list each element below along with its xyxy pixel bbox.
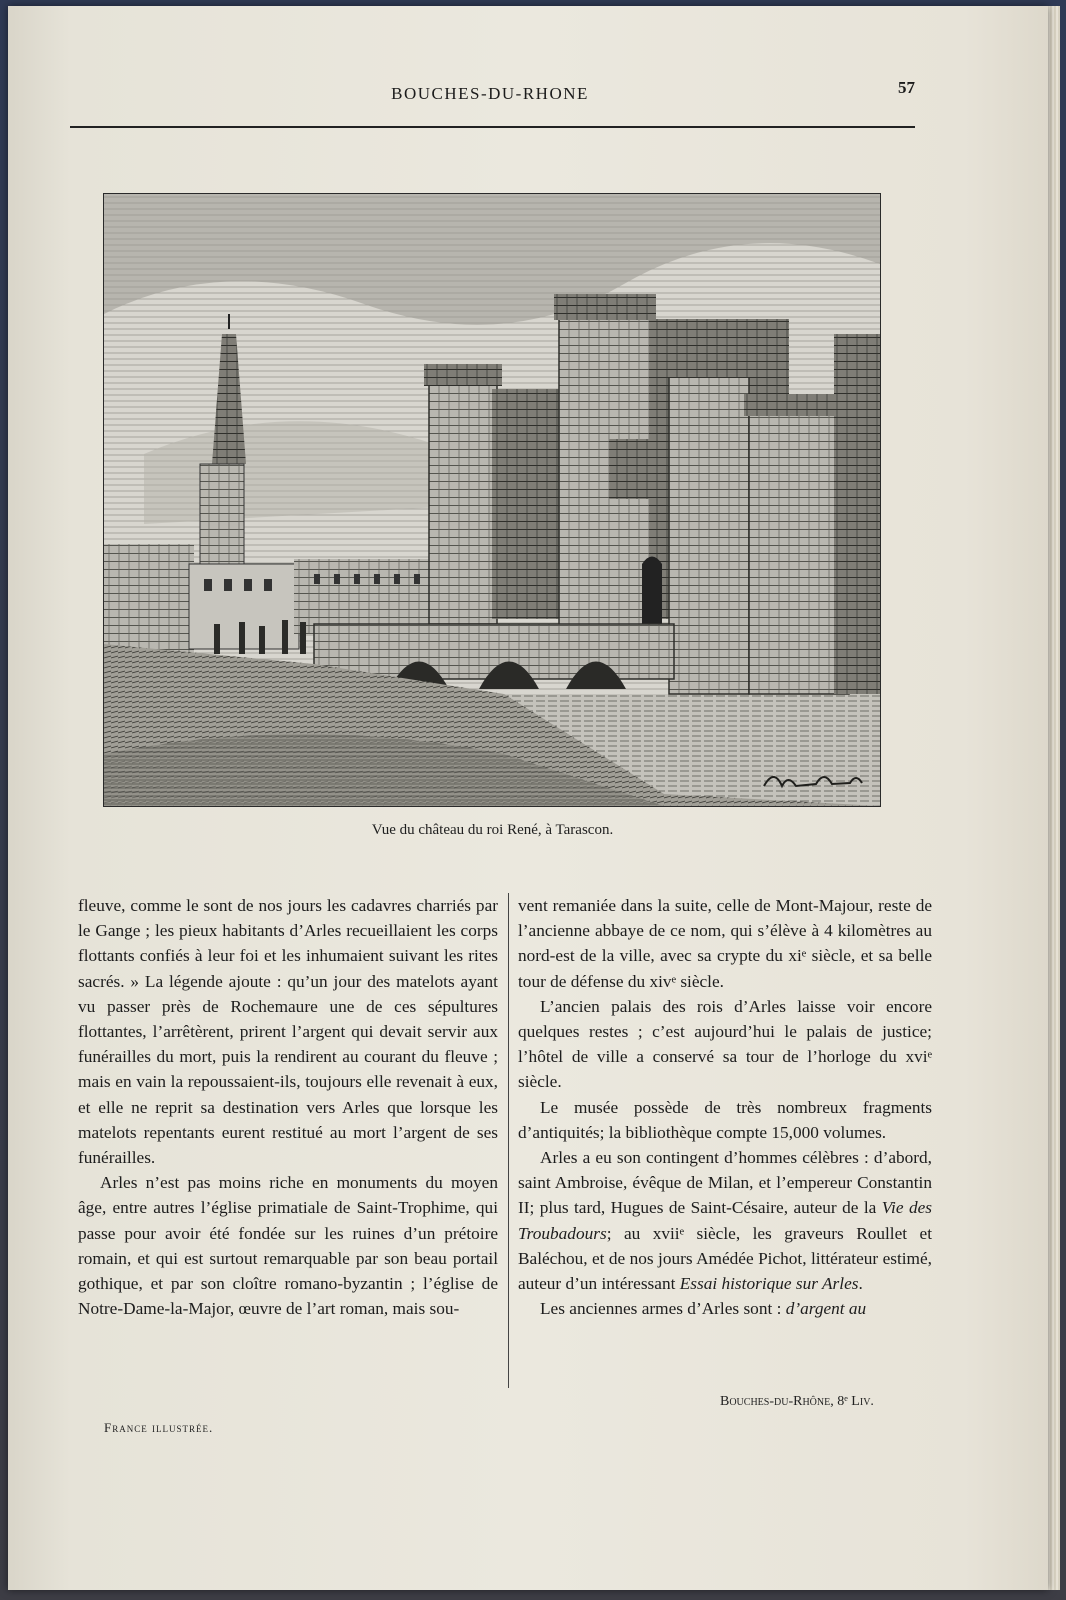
- text-column-left: [78, 893, 498, 1321]
- engraving-illustration: [103, 193, 881, 807]
- paragraph: [518, 1296, 932, 1321]
- paragraph: Le musée possède de très nombreux fragments d’antiquités; la bibliothèque compte 15,000 volumes.: [518, 1097, 932, 1142]
- text-column-right: [518, 893, 932, 1321]
- paragraph: fleuve, comme le sont de nos jours les cadavres charriés par le Gange ; les pieux habitants d’Arles recueillaient les corps flottants confiés à leur foi et les inhumaient suivant les rites sacrés. » La légende ajoute : qu’un jour des matelots ayant vu passer près de Rochemaure une de ces sépultures flottantes, l’arrêtèrent, prirent l’argent qui devait servir aux funérailles du mort, puis la rendirent au courant du fleuve ; mais en vain la repoussaient-ils, toujours elle revenait à eux, et elle ne reprit sa destination vers Arles que lorsque les matelots repentants eurent restitué au mort l’argent de ses funérailles.: [78, 896, 498, 1168]
- running-head: [70, 78, 915, 106]
- paragraph: [518, 1145, 932, 1296]
- text-run: ; au xviiᵉ siècle, les graveurs Roullet et Baléchou, et de nos jours Amédée Pichot, littérateur estimé, auteur d’un intéressant: [518, 1223, 932, 1294]
- running-title: BOUCHES-DU-RHONE: [391, 84, 589, 103]
- signature-mark: Bouches-du-Rhône, 8ᵉ Liv.: [720, 1394, 874, 1409]
- publication-footer: France illustrée.: [104, 1420, 214, 1435]
- italic-text: d’argent au: [785, 1299, 867, 1319]
- text-run: Arles a eu son contingent d’hommes célèbres : d’abord, saint Ambroise, évêque de Milan, et l’empereur Constantin II; plus tard, Hugues de Saint-Césaire, auteur de la: [518, 1148, 932, 1218]
- paragraph: Arles n’est pas moins riche en monuments du moyen âge, entre autres l’église primatiale de Saint-Trophime, qui passe pour avoir été fondée sur les ruines d’un prétoire romain, et qui est surtout remarquable par son beau portail gothique, et par son cloître romano-byzantin ; l’église de Notre-Dame-la-Major, œuvre de l’art roman, mais sou-: [78, 1173, 498, 1319]
- illustration-caption: Vue du château du roi René, à Tarascon.: [371, 822, 614, 838]
- paragraph: vent remaniée dans la suite, celle de Mont-Majour, reste de l’ancienne abbaye de ce nom, qui s’élève à 4 kilomètres au nord-est de la ville, avec sa crypte du xiᵉ siècle, et sa belle tour de défense du xivᵉ siècle.: [518, 896, 932, 991]
- text-run: .: [858, 1274, 863, 1294]
- italic-title: Essai historique sur Arles: [679, 1274, 859, 1294]
- paragraph: L’ancien palais des rois d’Arles laisse voir encore quelques restes ; c’est aujourd’hui le palais de justice; l’hôtel de ville a conservé sa tour de l’horloge du xviᵉ siècle.: [518, 996, 932, 1092]
- text-run: Les anciennes armes d’Arles sont :: [540, 1299, 786, 1319]
- header-rule: [70, 126, 915, 128]
- italic-title: Vie des Troubadours: [518, 1198, 932, 1243]
- page-number: 57: [898, 78, 915, 97]
- column-divider: [508, 893, 509, 1388]
